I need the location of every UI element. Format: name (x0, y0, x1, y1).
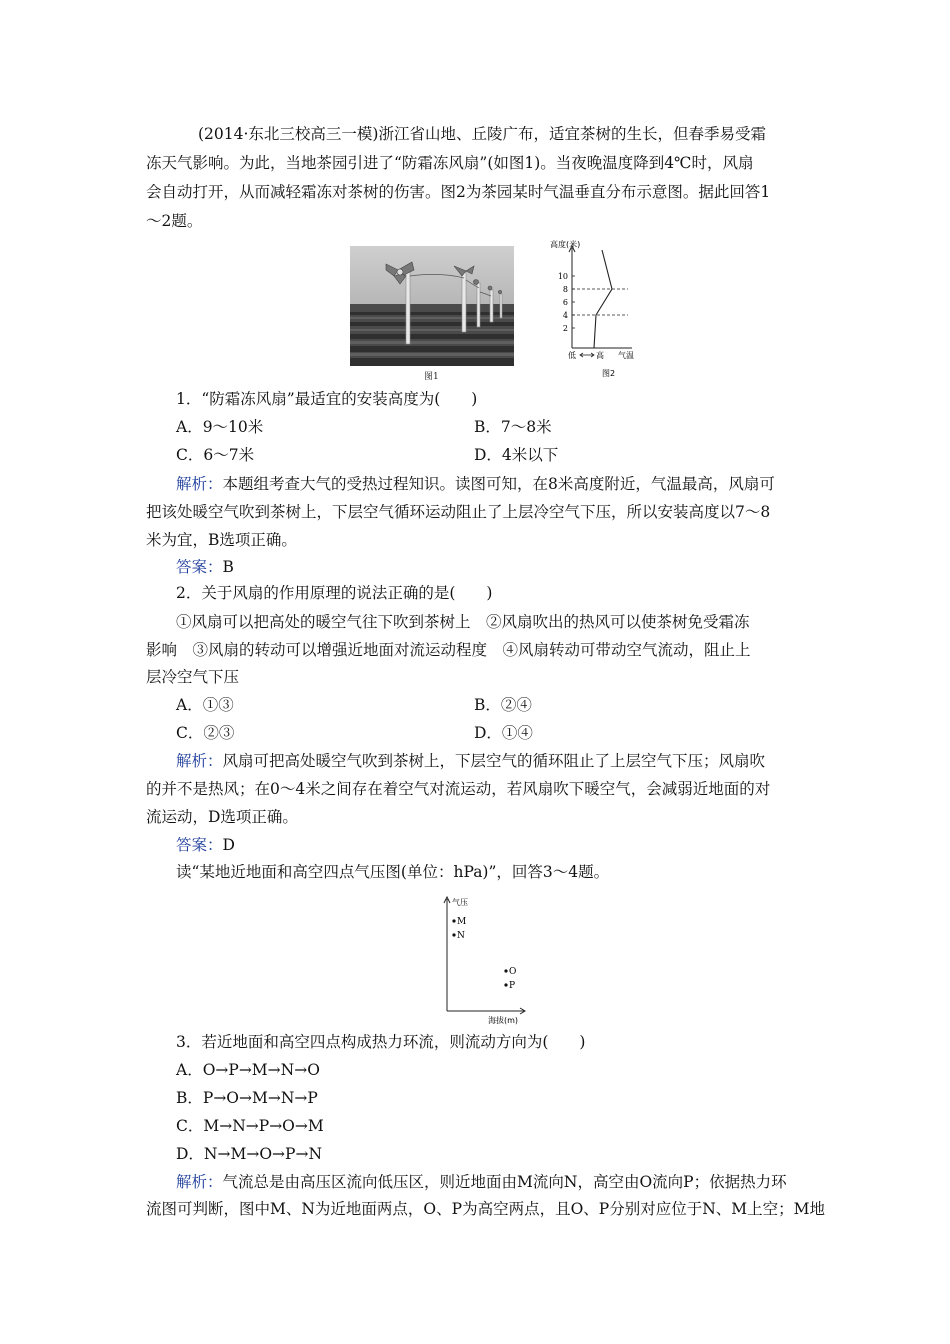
q1-answer-line (176, 557, 234, 577)
altitude-axis-label: 海拔(m) (488, 1016, 519, 1025)
temperature-curve (594, 250, 612, 348)
point-p-label: P (509, 981, 516, 991)
pressure-points-chart (436, 893, 526, 1027)
q1-option-d: D．4米以下 (474, 446, 559, 464)
q2-statements-line-3: 层冷空气下压 (146, 668, 240, 686)
intro-line-3: 会自动打开，从而减轻霜冻对茶树的伤害。图2为茶园某时气温垂直分布示意图。据此回答1 (146, 183, 771, 201)
q3-option-c: C．M→N→P→O→M (176, 1117, 324, 1135)
y-tick-4: 4 (562, 311, 568, 320)
q2-answer: D (222, 836, 235, 854)
q1-analysis-text-1: 本题组考查大气的受热过程知识。读图可知，在8米高度附近，气温最高，风扇可 (222, 475, 775, 493)
q1-analysis-label: 解析： (176, 475, 223, 493)
point-n-dot (452, 933, 455, 936)
intro-line-4: ～2题。 (146, 212, 203, 230)
x-high-label: 高 (596, 351, 604, 360)
q3-analysis-line-2: 流图可判断，图中M、N为近地面两点，O、P为高空两点，且O、P分别对应位于N、M上空；M地 (146, 1200, 826, 1218)
q2-statements-line-1: ①风扇可以把高处的暖空气往下吹到茶树上 ②风扇吹出的热风可以使茶树免受霜冻 (176, 613, 750, 631)
q2-stem: 2．关于风扇的作用原理的说法正确的是( ) (176, 584, 493, 602)
q1-analysis-line-3: 米为宜，B选项正确。 (146, 531, 297, 549)
q2-analysis-line-3: 流运动，D选项正确。 (146, 808, 298, 826)
point-m-label: M (457, 917, 467, 927)
q3-analysis-text-1: 气流总是由高压区流向低压区，则近地面由M流向N，高空由O流向P；依据热力环 (222, 1173, 787, 1191)
q1-answer: B (222, 558, 234, 576)
y-tick-6: 6 (562, 298, 568, 307)
intro-2: 读“某地近地面和高空四点气压图(单位：hPa)”，回答3～4题。 (176, 863, 610, 881)
figure-2-chart (548, 238, 648, 380)
point-m-dot (452, 919, 455, 922)
y-axis-label: 高度(米) (550, 240, 581, 249)
y-tick-2: 2 (562, 324, 568, 333)
pressure-axis-label: 气压 (452, 898, 468, 907)
q1-analysis-line-2: 把该处暖空气吹到茶树上，下层空气循环运动阻止了上层冷空气下压，所以安装高度以7～8 (146, 503, 771, 521)
q2-analysis-line-1 (176, 751, 765, 771)
q2-option-a: A．①③ (176, 696, 234, 714)
q2-option-d: D．①④ (474, 724, 533, 742)
q2-analysis-line-2: 的并不是热风；在0～4米之间存在着空气对流运动，若风扇吹下暖空气，会减弱近地面的对 (146, 780, 771, 798)
point-o-dot (504, 969, 507, 972)
y-tick-8: 8 (562, 285, 568, 294)
q2-option-b: B．②④ (474, 696, 532, 714)
x-low-label: 低 (568, 351, 576, 360)
q3-analysis-line-1 (176, 1172, 787, 1192)
q3-option-d: D．N→M→O→P→N (176, 1145, 323, 1163)
figure-1-caption: 图1 (424, 372, 439, 382)
q3-stem: 3．若近地面和高空四点构成热力环流，则流动方向为( ) (176, 1033, 586, 1051)
q1-option-a: A．9～10米 (176, 418, 264, 436)
q2-statements-line-2: 影响 ③风扇的转动可以增强近地面对流运动程度 ④风扇转动可带动空气流动，阻止上 (146, 641, 751, 659)
intro-line-2: 冻天气影响。为此，当地茶园引进了“防霜冻风扇”(如图1)。当夜晚温度降到4℃时，风扇 (146, 154, 754, 172)
q1-stem: 1．“防霜冻风扇”最适宜的安装高度为( ) (176, 390, 478, 408)
q2-analysis-label: 解析： (176, 752, 223, 770)
q1-option-c: C．6～7米 (176, 446, 255, 464)
point-n-label: N (457, 931, 465, 941)
q1-analysis-line-1 (176, 474, 775, 494)
figure-2-caption: 图2 (602, 369, 616, 378)
figure-1-photo (350, 246, 514, 382)
x-axis-label: 气温 (618, 351, 634, 360)
q2-answer-label: 答案： (176, 836, 223, 854)
q2-answer-line (176, 835, 235, 855)
temperature-profile-chart (548, 238, 648, 380)
point-p-dot (504, 983, 507, 986)
y-tick-10: 10 (557, 272, 568, 281)
intro-line-1: (2014·东北三校高三一模)浙江省山地、丘陵广布，适宜茶树的生长，但春季易受霜 (198, 125, 766, 143)
frost-fan-photo (350, 246, 514, 366)
point-o-label: O (509, 967, 517, 977)
q2-analysis-text-1: 风扇可把高处暖空气吹到茶树上，下层空气的循环阻止了上层空气下压；风扇吹 (222, 752, 766, 770)
q2-option-c: C．②③ (176, 724, 235, 742)
q3-option-a: A．O→P→M→N→O (176, 1061, 320, 1079)
figure-3-chart (436, 893, 526, 1027)
q3-option-b: B．P→O→M→N→P (176, 1089, 318, 1107)
q1-option-b: B．7～8米 (474, 418, 552, 436)
q3-analysis-label: 解析： (176, 1173, 223, 1191)
q1-answer-label: 答案： (176, 558, 223, 576)
